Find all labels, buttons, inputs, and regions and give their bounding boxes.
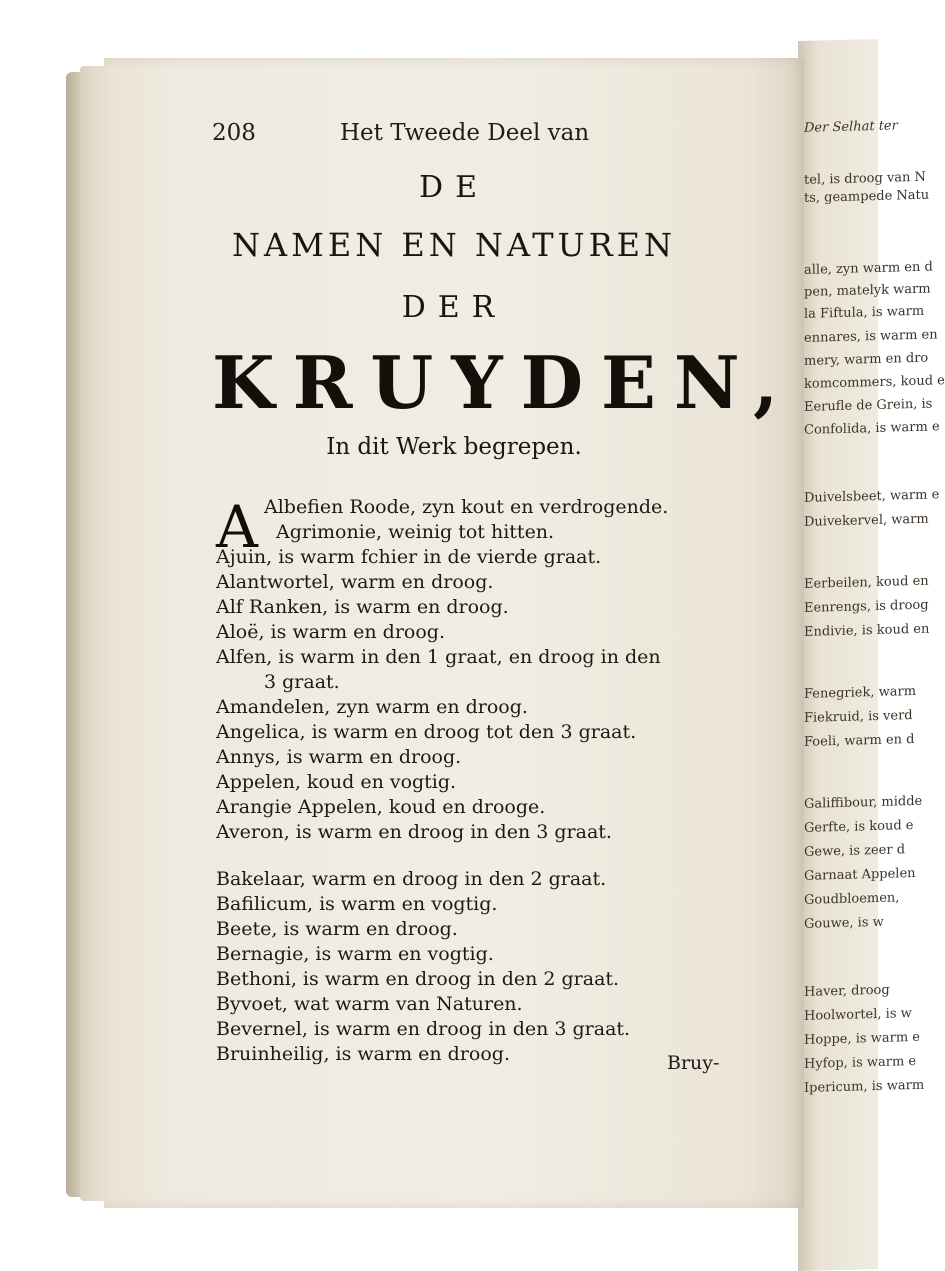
facing-line: Gewe, is zeer d xyxy=(804,842,906,860)
running-title: Het Tweede Deel van xyxy=(340,120,590,146)
facing-line: Eenrengs, is droog xyxy=(804,597,929,616)
facing-line: Garnaat Appelen xyxy=(804,865,916,884)
catchword: Bruy- xyxy=(667,1052,720,1074)
facing-line: Duivelsbeet, warm e xyxy=(804,487,940,506)
page-number: 208 xyxy=(212,120,256,146)
facing-line: alle, zyn warm en d xyxy=(804,259,933,278)
list-item: Alfen, is warm in den 1 graat, en droog in den xyxy=(216,646,661,668)
facing-line: Hoppe, is warm e xyxy=(804,1029,920,1048)
facing-line: ts, geampede Natu xyxy=(804,187,930,206)
facing-line: Fiekruid, is verd xyxy=(804,708,913,726)
facing-line: Gouwe, is w xyxy=(804,914,884,932)
list-item: Averon, is warm en droog in den 3 graat. xyxy=(216,821,612,843)
list-item: Bafilicum, is warm en vogtig. xyxy=(216,893,498,915)
list-item: Bethoni, is warm en droog in den 2 graat. xyxy=(216,968,620,990)
list-item: 3 graat. xyxy=(264,671,340,693)
subtitle: In dit Werk begrepen. xyxy=(326,434,582,460)
facing-line: Eerbeilen, koud en xyxy=(804,573,929,592)
list-item: Bakelaar, warm en droog in den 2 graat. xyxy=(216,868,607,890)
drop-cap: A xyxy=(216,493,258,561)
facing-line: Galiffibour, midde xyxy=(804,793,923,812)
list-item: Angelica, is warm en droog tot den 3 graat. xyxy=(216,721,637,743)
list-item: Bevernel, is warm en droog in den 3 graat. xyxy=(216,1018,631,1040)
facing-line: tel, is droog van N xyxy=(804,169,926,188)
list-item: Annys, is warm en droog. xyxy=(216,746,462,768)
facing-line: Haver, droog xyxy=(804,982,890,1000)
facing-line: ennares, is warm en xyxy=(804,327,938,346)
facing-line: Goudbloemen, xyxy=(804,890,900,908)
facing-line: Confolida, is warm e xyxy=(804,419,940,438)
facing-line: Hoolwortel, is w xyxy=(804,1006,912,1024)
list-item: Appelen, koud en vogtig. xyxy=(216,771,457,793)
list-item: Amandelen, zyn warm en droog. xyxy=(216,696,528,718)
list-item: Agrimonie, weinig tot hitten. xyxy=(276,521,555,543)
list-item: Albefien Roode, zyn kout en verdrogende. xyxy=(264,496,669,518)
facing-line: Ipericum, is warm xyxy=(804,1077,925,1096)
facing-line: Hyfop, is warm e xyxy=(804,1053,917,1072)
facing-line: mery, warm en dro xyxy=(804,350,929,369)
list-item: Alf Ranken, is warm en droog. xyxy=(216,596,509,618)
facing-line: Der Selhat ter xyxy=(804,118,898,136)
facing-line: la Fiftula, is warm xyxy=(804,303,925,322)
facing-line: Endivie, is koud en xyxy=(804,621,930,640)
list-item: Bruinheilig, is warm en droog. xyxy=(216,1043,510,1065)
facing-line: Gerfte, is koud e xyxy=(804,818,914,836)
list-item: Byvoet, wat warm van Naturen. xyxy=(216,993,523,1015)
facing-page xyxy=(798,39,945,1271)
list-item: Bernagie, is warm en vogtig. xyxy=(216,943,494,965)
list-item: Arangie Appelen, koud en drooge. xyxy=(216,796,546,818)
list-item: Beete, is warm en droog. xyxy=(216,918,458,940)
facing-line: Fenegriek, warm xyxy=(804,683,917,702)
list-item: Alantwortel, warm en droog. xyxy=(216,571,494,593)
title-line-kruyden: KRUYDEN, xyxy=(212,340,797,425)
facing-line: komcommers, koud e xyxy=(804,373,945,392)
list-item: Ajuin, is warm fchier in de vierde graat. xyxy=(216,546,602,568)
title-line-namen-en-naturen: NAMEN EN NATUREN xyxy=(231,226,677,264)
facing-line: Foeli, warm en d xyxy=(804,731,915,750)
facing-line: Duivekervel, warm xyxy=(804,511,929,530)
title-line-der: DER xyxy=(401,290,507,325)
title-line-de: DE xyxy=(419,170,489,205)
list-item: Aloë, is warm en droog. xyxy=(216,621,446,643)
facing-line: Eerufle de Grein, is xyxy=(804,396,933,415)
facing-line: pen, matelyk warm xyxy=(804,281,931,300)
